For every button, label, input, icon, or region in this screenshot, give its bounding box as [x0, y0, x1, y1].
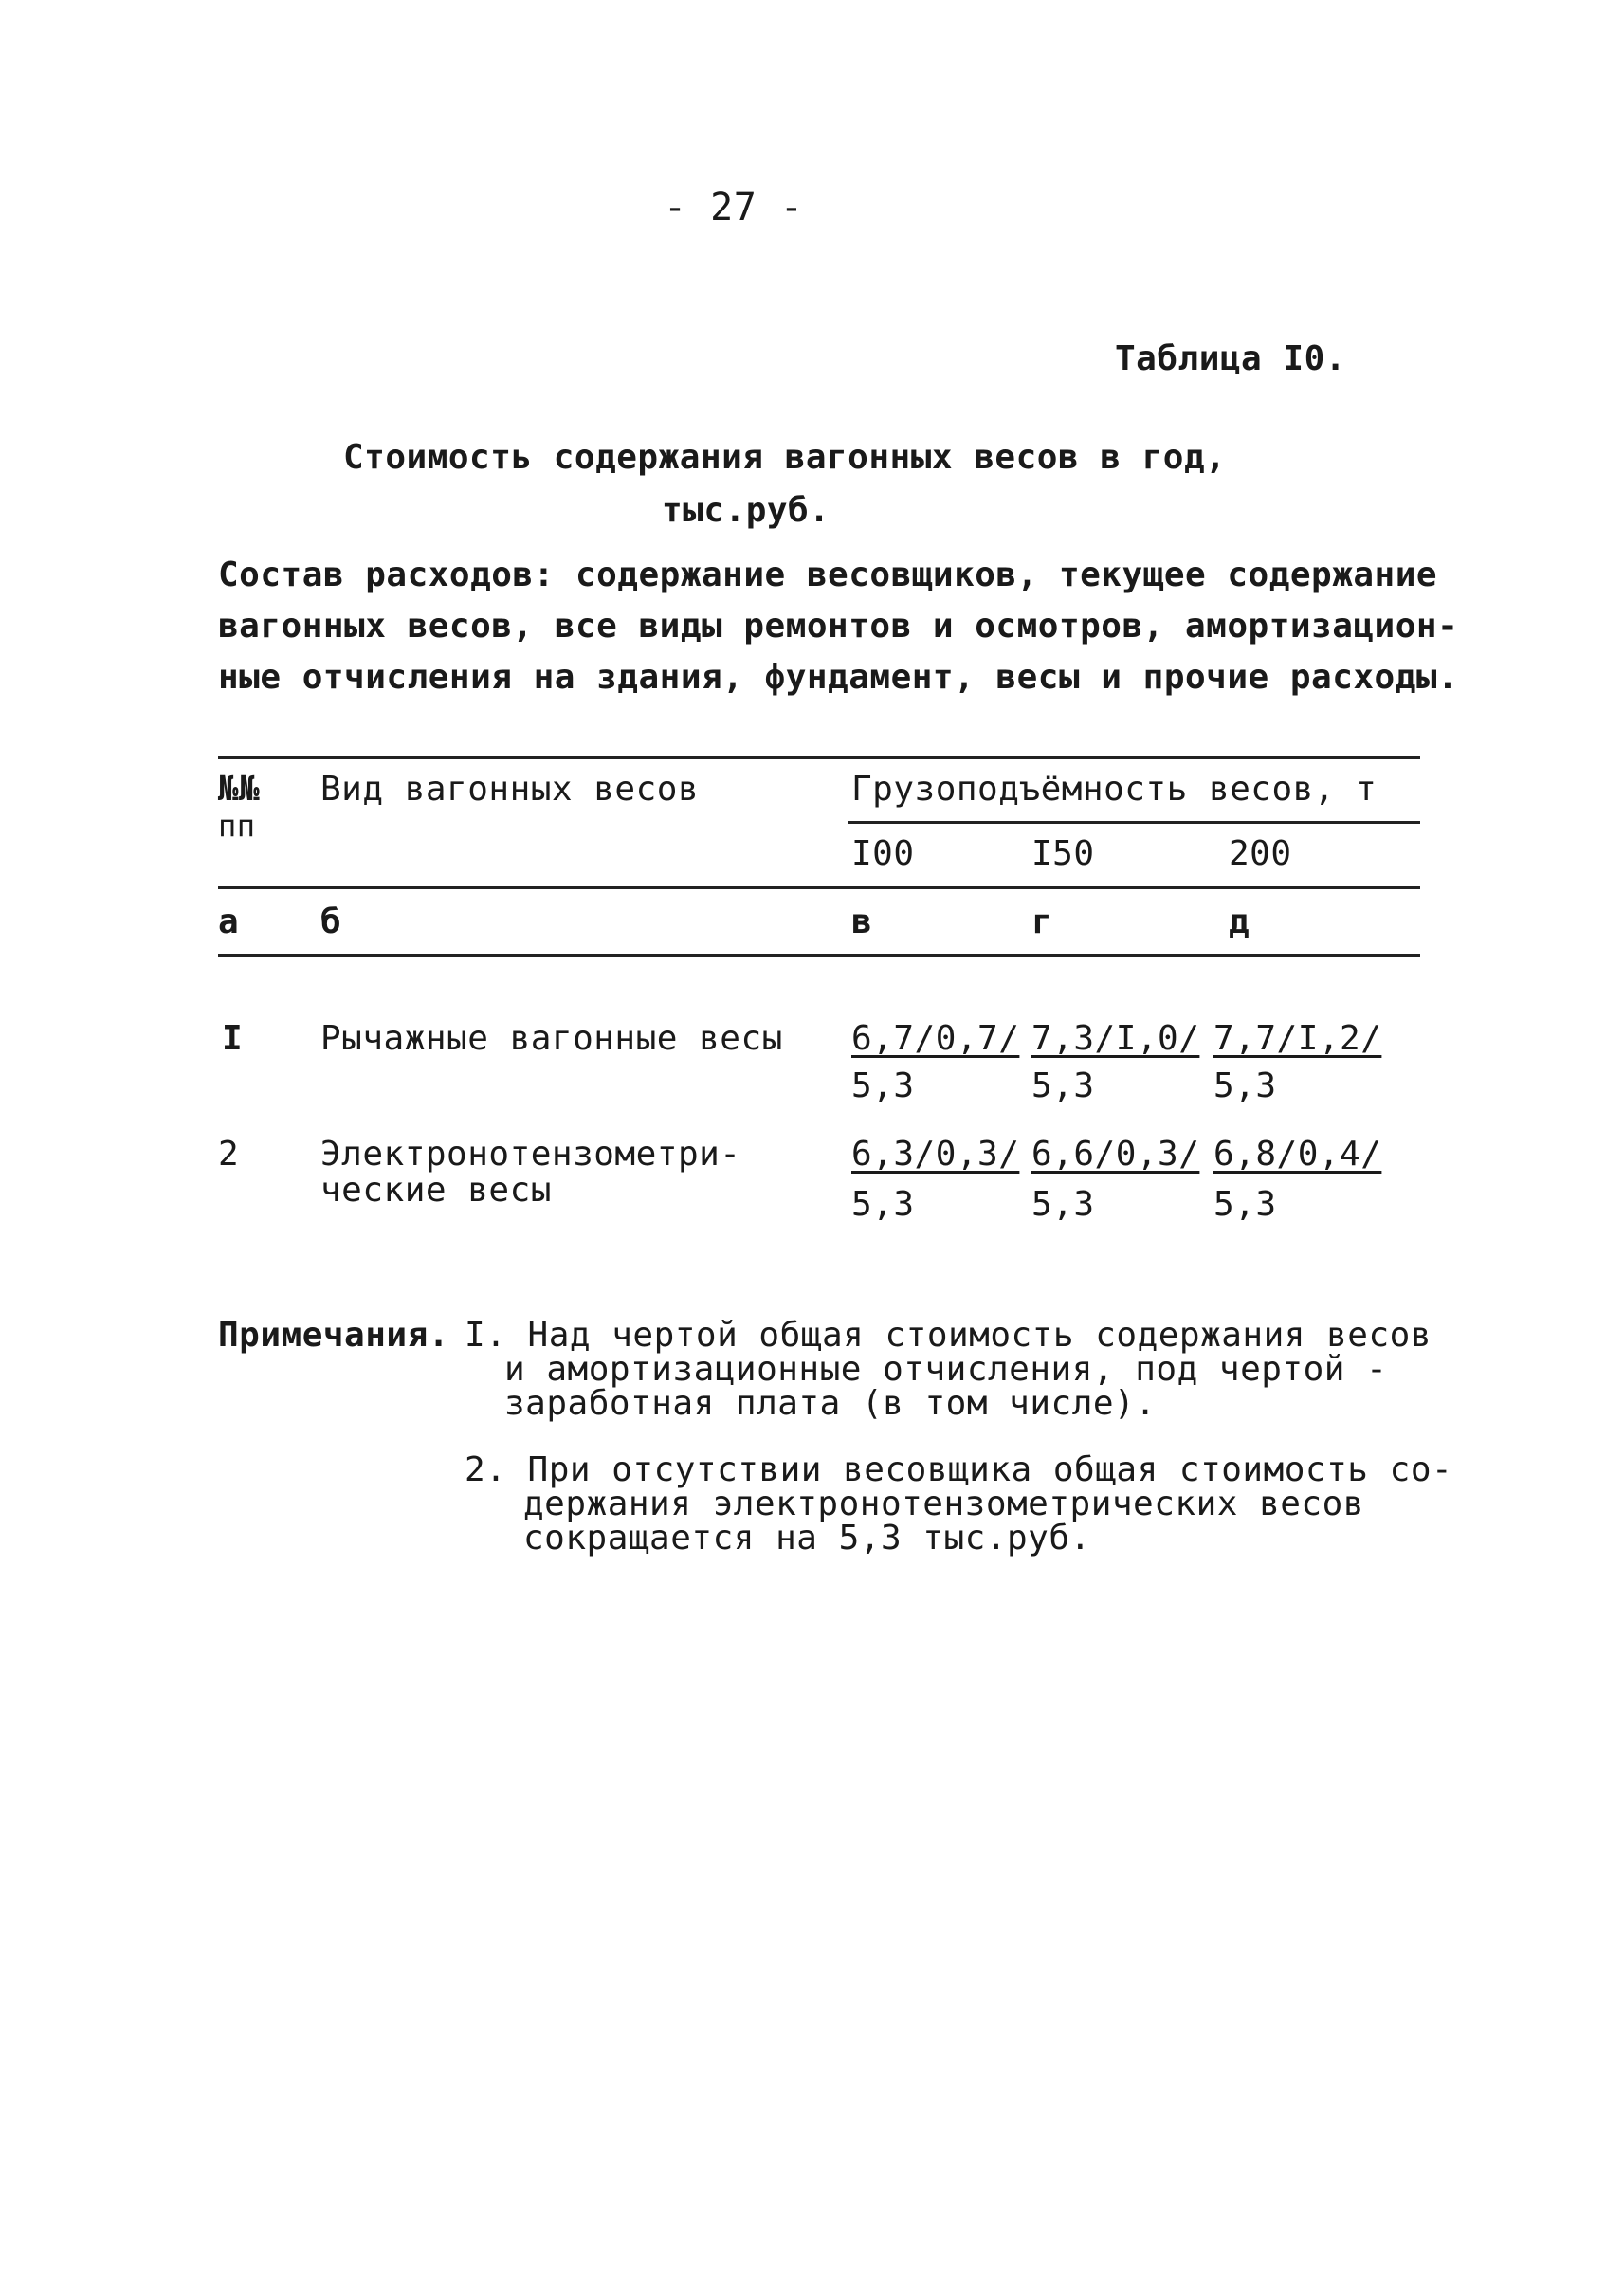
row-1-cap-150-bottom: 5,3	[1031, 1066, 1095, 1105]
intro-line-1: Состав расходов: содержание весовщиков, текущее содержание	[218, 556, 1438, 594]
row-2-cap-100-bottom: 5,3	[851, 1185, 915, 1224]
row-1-cap-200-bottom: 5,3	[1213, 1066, 1277, 1105]
intro-line-3: ные отчисления на здания, фундамент, весы и прочие расходы.	[218, 658, 1459, 697]
header-capacity: Грузоподъёмность весов, т	[851, 770, 1378, 809]
table-title: Стоимость содержания вагонных весов в год,	[343, 438, 1227, 477]
capacity-subrule	[848, 821, 1420, 824]
note-2-line-3: сокращается на 5,3 тыс.руб.	[523, 1519, 1091, 1558]
index-v: в	[851, 902, 873, 941]
index-g: г	[1031, 902, 1053, 941]
header-cap-100: I00	[851, 834, 915, 873]
table-label: Таблица I0.	[1115, 339, 1346, 378]
table-title-units: тыс.руб.	[662, 491, 830, 530]
intro-line-2: вагонных весов, все виды ремонтов и осмотров, амортизацион-	[218, 607, 1459, 646]
row-2-name: Электронотензометри-	[320, 1135, 741, 1174]
index-row-rule	[218, 954, 1420, 957]
row-2-cap-150-bottom: 5,3	[1031, 1185, 1095, 1224]
index-a: а	[218, 902, 240, 941]
header-type: Вид вагонных весов	[320, 770, 700, 809]
header-cap-200: 200	[1229, 834, 1292, 873]
note-2-line-1: 2. При отсутствии весовщика общая стоимость со-	[465, 1450, 1453, 1489]
row-1-num: I	[222, 1019, 244, 1058]
row-2-cap-200-top: 6,8/0,4/	[1213, 1135, 1382, 1174]
page-number: - 27 -	[664, 186, 804, 229]
row-2-cap-150-top: 6,6/0,3/	[1031, 1135, 1200, 1174]
row-1-cap-200-top: 7,7/I,2/	[1213, 1019, 1382, 1058]
row-1-name: Рычажные вагонные весы	[320, 1019, 783, 1058]
header-num-pp: пп	[218, 808, 256, 844]
index-d: д	[1229, 902, 1250, 941]
note-1-line-2: и амортизационные отчисления, под чертой -	[504, 1350, 1388, 1389]
note-1-line-3: заработная плата (в том числе).	[504, 1384, 1157, 1423]
table-top-rule	[218, 756, 1420, 759]
index-b: б	[320, 902, 342, 941]
row-1-cap-100-top: 6,7/0,7/	[851, 1019, 1020, 1058]
row-2-name-cont: ческие весы	[320, 1171, 552, 1210]
row-2-cap-100-top: 6,3/0,3/	[851, 1135, 1020, 1174]
header-num: №№	[218, 770, 261, 809]
row-1-cap-150-top: 7,3/I,0/	[1031, 1019, 1200, 1058]
note-1-line-1: I. Над чертой общая стоимость содержания весов	[465, 1316, 1432, 1355]
notes-label: Примечания.	[218, 1316, 449, 1355]
row-2-num: 2	[218, 1135, 240, 1174]
note-2-line-2: держания электронотензометрических весов	[523, 1485, 1364, 1523]
row-2-cap-200-bottom: 5,3	[1213, 1185, 1277, 1224]
header-bottom-rule	[218, 886, 1420, 889]
row-1-cap-100-bottom: 5,3	[851, 1066, 915, 1105]
header-cap-150: I50	[1031, 834, 1095, 873]
